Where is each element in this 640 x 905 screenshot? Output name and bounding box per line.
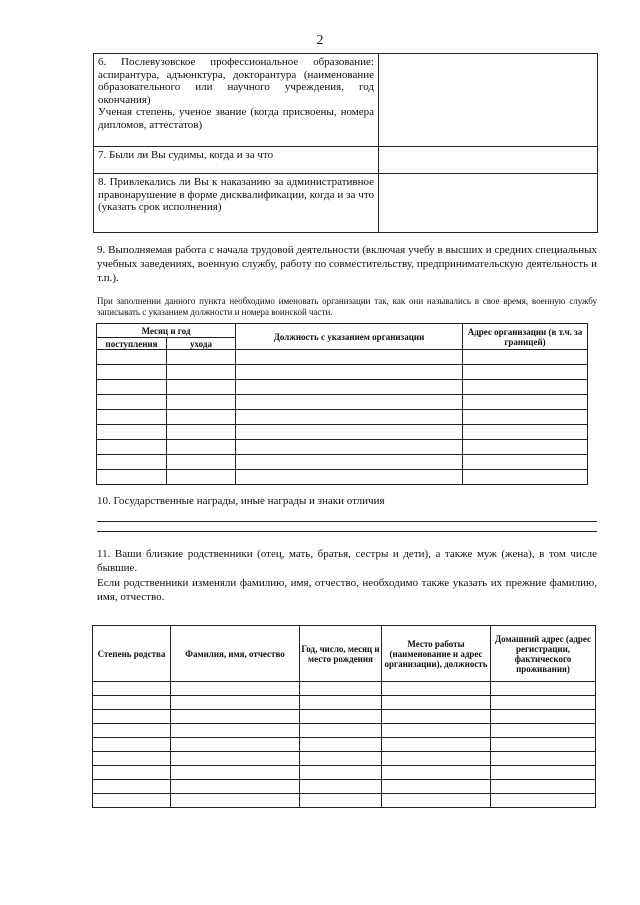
table-row — [93, 794, 596, 808]
table-row — [97, 395, 588, 410]
table-row — [94, 174, 598, 233]
header-month-year: Месяц и год — [97, 324, 236, 338]
questions-table — [93, 53, 598, 233]
question-6-answer-field[interactable] — [379, 54, 598, 147]
table-cell[interactable] — [167, 455, 236, 470]
table-cell[interactable] — [300, 696, 382, 710]
table-cell[interactable] — [463, 365, 588, 380]
table-row — [93, 682, 596, 696]
table-cell[interactable] — [463, 350, 588, 365]
work-rows — [97, 350, 588, 485]
table-cell[interactable] — [491, 710, 596, 724]
table-cell[interactable] — [300, 752, 382, 766]
table-cell[interactable] — [97, 395, 167, 410]
table-cell[interactable] — [171, 794, 300, 808]
header-position: Должность с указанием организации — [236, 324, 463, 350]
header-birth: Год, число, месяц и место рождения — [300, 626, 382, 682]
table-cell[interactable] — [171, 738, 300, 752]
table-cell[interactable] — [236, 440, 463, 455]
table-cell[interactable] — [300, 682, 382, 696]
table-row — [97, 440, 588, 455]
section-10-title: 10. Государственные награды, иные награды и знаки отличия — [97, 495, 385, 507]
table-cell[interactable] — [97, 455, 167, 470]
table-cell[interactable] — [300, 794, 382, 808]
table-cell[interactable] — [236, 350, 463, 365]
table-cell[interactable] — [300, 724, 382, 738]
table-row — [93, 752, 596, 766]
table-cell[interactable] — [491, 724, 596, 738]
table-cell[interactable] — [167, 365, 236, 380]
table-cell[interactable] — [97, 410, 167, 425]
table-row — [97, 470, 588, 485]
table-cell[interactable] — [300, 710, 382, 724]
table-row — [93, 738, 596, 752]
question-8-label: 8. Привлекались ли Вы к наказанию за административное правонарушение в форме дисквалификации, когда и за что (указать срок исполнения) — [98, 176, 374, 213]
table-header-row — [93, 626, 596, 682]
table-cell[interactable] — [382, 724, 491, 738]
table-cell[interactable] — [167, 470, 236, 485]
table-cell[interactable] — [171, 780, 300, 794]
table-cell[interactable] — [463, 395, 588, 410]
header-end: ухода — [167, 338, 236, 350]
table-cell[interactable] — [236, 470, 463, 485]
table-cell[interactable] — [491, 752, 596, 766]
table-cell[interactable] — [171, 696, 300, 710]
header-name: Фамилия, имя, отчество — [171, 626, 300, 682]
table-cell[interactable] — [171, 710, 300, 724]
section-10-line-1 — [97, 521, 597, 522]
table-cell[interactable] — [93, 780, 171, 794]
table-cell[interactable] — [93, 766, 171, 780]
table-row — [97, 350, 588, 365]
table-cell[interactable] — [167, 395, 236, 410]
header-address: Адрес организации (в т.ч. за границей) — [463, 324, 588, 350]
table-cell[interactable] — [97, 470, 167, 485]
table-cell[interactable] — [167, 425, 236, 440]
table-cell[interactable] — [491, 738, 596, 752]
table-cell[interactable] — [171, 766, 300, 780]
table-cell[interactable] — [171, 752, 300, 766]
table-cell[interactable] — [171, 724, 300, 738]
table-cell[interactable] — [382, 752, 491, 766]
table-row — [93, 696, 596, 710]
table-cell[interactable] — [491, 780, 596, 794]
work-history-table — [96, 323, 588, 485]
question-8-answer-field[interactable] — [379, 174, 598, 233]
table-cell[interactable] — [236, 410, 463, 425]
table-row — [93, 780, 596, 794]
table-cell[interactable] — [382, 710, 491, 724]
relatives-rows — [93, 682, 596, 808]
table-cell[interactable] — [93, 752, 171, 766]
table-cell[interactable] — [382, 696, 491, 710]
table-cell[interactable] — [236, 380, 463, 395]
header-home: Домашний адрес (адрес регистрации, фактического проживания) — [491, 626, 596, 682]
table-cell[interactable] — [93, 696, 171, 710]
question-7-text — [94, 147, 379, 174]
relatives-table — [92, 625, 596, 808]
table-cell[interactable] — [236, 365, 463, 380]
table-cell[interactable] — [300, 780, 382, 794]
table-cell[interactable] — [382, 682, 491, 696]
table-cell[interactable] — [491, 682, 596, 696]
table-cell[interactable] — [463, 455, 588, 470]
table-cell[interactable] — [236, 425, 463, 440]
page-number: 2 — [316, 33, 324, 48]
question-8-text — [94, 174, 379, 233]
section-11-title: 11. Ваши близкие родственники (отец, мать, братья, сестры и дети), а также муж (жена), в том числе бывшие. — [97, 548, 597, 574]
table-cell[interactable] — [463, 425, 588, 440]
header-work: Место работы (наименование и адрес организации), должность — [382, 626, 491, 682]
table-cell[interactable] — [236, 395, 463, 410]
table-cell[interactable] — [97, 440, 167, 455]
table-cell[interactable] — [93, 794, 171, 808]
header-relation: Степень родства — [93, 626, 171, 682]
section-11-note: Если родственники изменяли фамилию, имя, отчество, необходимо также указать их прежние фамилию, имя, отчество. — [97, 577, 597, 603]
table-cell[interactable] — [463, 470, 588, 485]
header-start: поступления — [97, 338, 167, 350]
table-row — [94, 147, 598, 174]
table-cell[interactable] — [93, 710, 171, 724]
table-cell[interactable] — [491, 794, 596, 808]
table-row — [93, 766, 596, 780]
table-row — [93, 724, 596, 738]
table-cell[interactable] — [97, 425, 167, 440]
table-cell[interactable] — [382, 738, 491, 752]
question-7-answer-field[interactable] — [379, 147, 598, 174]
table-row — [93, 710, 596, 724]
table-cell[interactable] — [97, 380, 167, 395]
table-cell[interactable] — [93, 724, 171, 738]
table-cell[interactable] — [463, 440, 588, 455]
table-row — [97, 455, 588, 470]
table-row — [97, 380, 588, 395]
table-cell[interactable] — [300, 738, 382, 752]
table-cell[interactable] — [491, 696, 596, 710]
table-cell[interactable] — [300, 766, 382, 780]
table-row — [97, 365, 588, 380]
table-cell[interactable] — [167, 350, 236, 365]
table-header-row — [97, 324, 588, 338]
table-cell[interactable] — [491, 766, 596, 780]
table-cell[interactable] — [171, 682, 300, 696]
table-cell[interactable] — [463, 380, 588, 395]
table-cell[interactable] — [93, 738, 171, 752]
table-cell[interactable] — [167, 440, 236, 455]
table-row — [97, 425, 588, 440]
section-10-line-2 — [97, 531, 597, 532]
table-cell[interactable] — [97, 365, 167, 380]
question-6-text — [94, 54, 379, 147]
table-cell[interactable] — [167, 380, 236, 395]
table-cell[interactable] — [382, 766, 491, 780]
section-9-title: 9. Выполняемая работа с начала трудовой деятельности (включая учебу в высших и средних специальных учебных заведениях, военную службу, работу по совместительству, предпринимательскую деятельность и т.п.). — [97, 244, 597, 284]
table-cell[interactable] — [167, 410, 236, 425]
section-9-note: При заполнении данного пункта необходимо именовать организации так, как они назывались в свое время, военную службу записывать с указанием должности и номера воинской части. — [97, 296, 597, 317]
table-cell[interactable] — [382, 780, 491, 794]
table-cell[interactable] — [463, 410, 588, 425]
table-cell[interactable] — [97, 350, 167, 365]
question-7-label: 7. Были ли Вы судимы, когда и за что — [98, 149, 274, 161]
table-cell[interactable] — [236, 455, 463, 470]
table-row — [97, 410, 588, 425]
table-cell[interactable] — [93, 682, 171, 696]
table-row — [94, 54, 598, 147]
table-cell[interactable] — [382, 794, 491, 808]
question-6-label: 6. Послевузовское профессиональное образование: аспирантура, адъюнктура, докторантура (наименование образовательного или научного учреждения, год окончания) Ученая степень, ученое звание (когда присвоены, номера дипломов, аттестатов) — [98, 56, 374, 131]
